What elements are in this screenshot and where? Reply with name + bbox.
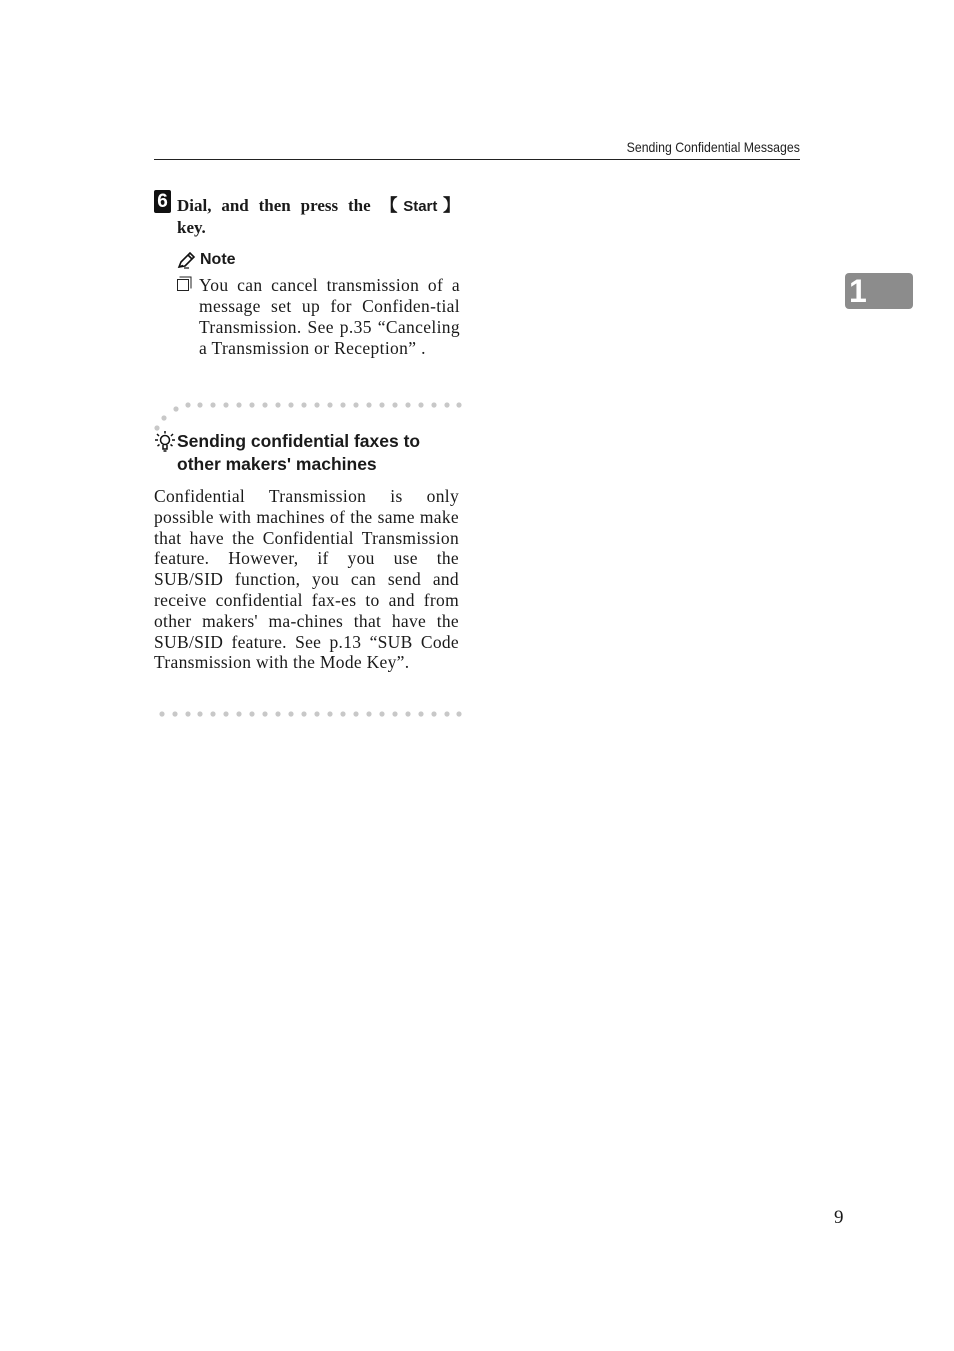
step-line-1 — [177, 195, 460, 217]
chapter-number: 1 — [849, 273, 867, 309]
step-number: 6 — [154, 190, 171, 213]
header-title: Sending Confidential Messages — [626, 139, 800, 155]
step-text-before-key: Dial, and then press the — [177, 196, 381, 215]
lightbulb-icon — [154, 430, 176, 454]
step-text-after-key: key. — [177, 218, 206, 237]
tip-top-dots — [154, 400, 464, 434]
tip-body: Confidential Transmission is only possible with machines of the same make that have the Confidential Transmission feature. However, if you use the SUB/SID function, you can send and receive confidential fax-es to and from other makers' ma-chines that have the SUB/SID feature. See p.13 “SUB Code Transmission with the Mode Key”. — [154, 486, 459, 673]
key-bracket-open: 【 — [380, 196, 404, 215]
note-item — [177, 275, 460, 359]
checkbox-icon — [177, 279, 189, 291]
note-item-text: You can cancel transmission of a message set up for Confiden-tial Transmission. See p.35 “Canceling a Transmission or Reception” . — [199, 275, 460, 358]
pencil-icon — [177, 251, 197, 269]
tip-bottom-dots — [154, 709, 464, 719]
note-heading-label: Note — [200, 251, 236, 268]
page-number: 9 — [834, 1207, 844, 1228]
key-bracket-close: 】 — [437, 196, 461, 215]
start-key-label: Start — [403, 198, 438, 215]
step-text — [177, 195, 460, 238]
note-heading — [177, 251, 236, 269]
tip-title: Sending confidential faxes to other makers' machines — [177, 431, 421, 474]
header-rule — [154, 159, 800, 160]
tip-heading — [154, 430, 464, 476]
chapter-tab — [845, 273, 913, 309]
